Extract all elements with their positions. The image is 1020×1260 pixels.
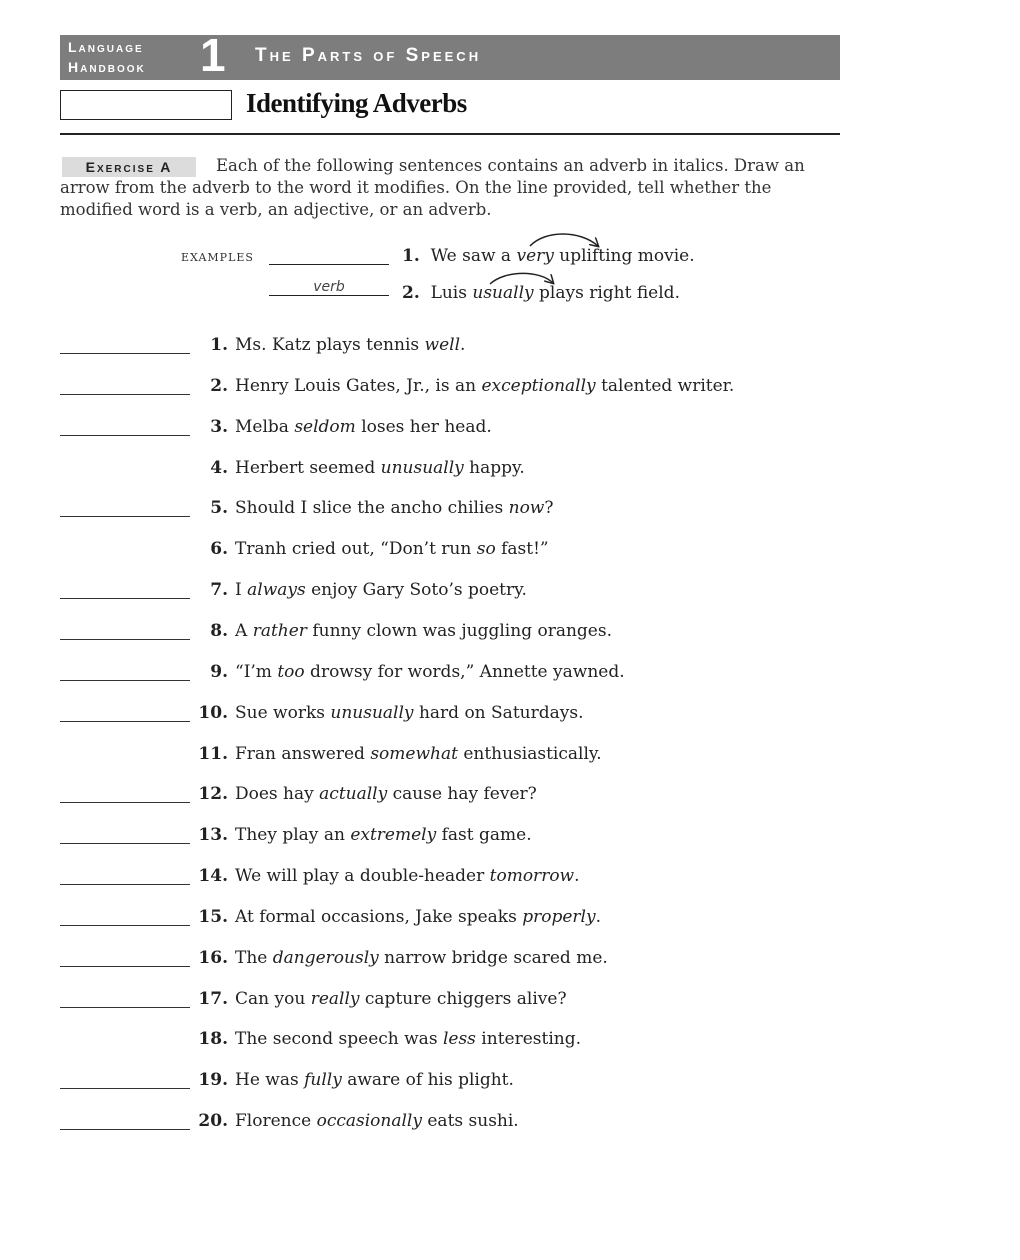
question-number: 17. — [198, 988, 228, 1009]
question-sentence — [235, 784, 537, 804]
question-text-after: ? — [544, 498, 554, 519]
example-arrow-1 — [530, 234, 598, 246]
question-adverb: unusually — [380, 457, 464, 478]
chapter-number: 1 — [200, 29, 226, 81]
question-text-before: He was — [235, 1070, 305, 1091]
question-sentence — [235, 703, 583, 723]
question-number: 4. — [210, 457, 228, 478]
question-adverb: rather — [252, 620, 307, 641]
question-text-after: fast game. — [436, 825, 532, 846]
page-title: Identifying Adverbs — [246, 88, 467, 118]
example-sentence — [402, 283, 680, 303]
question-text-after: capture chiggers alive? — [359, 988, 567, 1009]
question-sentence — [235, 1111, 519, 1131]
question-text-before: Herbert seemed — [235, 457, 381, 478]
examples-label: EXAMPLES — [181, 251, 254, 264]
question-text-after: . — [595, 906, 601, 927]
question-number: 11. — [198, 743, 228, 764]
question-text-after: funny clown was juggling oranges. — [306, 620, 612, 641]
question-sentence — [235, 498, 554, 518]
question-sentence — [235, 744, 602, 764]
question-text-before: Fran answered — [235, 743, 371, 764]
question-number: 8. — [210, 620, 228, 641]
question-adverb: extremely — [350, 825, 437, 846]
question-text-before: The — [235, 947, 273, 968]
example-text-after: plays right field. — [533, 283, 680, 303]
question-sentence — [235, 989, 567, 1009]
example-sentence — [402, 246, 695, 266]
chapter-title: The Parts of Speech — [255, 45, 482, 66]
question-text-before: At formal occasions, Jake speaks — [235, 906, 523, 927]
question-text-after: interesting. — [475, 1029, 582, 1050]
question-text-before: Should I slice the ancho chilies — [235, 498, 509, 519]
question-number: 15. — [198, 906, 228, 927]
exercise-instructions: Each of the following sentences contains an adverb in italics. Draw an arrow from the adverb to the word it modifies. On the line provided, tell whether the modified word is a verb, an adjective, or an adverb. — [60, 156, 805, 219]
question-sentence — [235, 539, 549, 559]
question-adverb: really — [310, 988, 360, 1009]
exercise-label: Exercise A — [62, 157, 196, 177]
question-text-after: . — [574, 866, 580, 887]
question-adverb: well — [424, 335, 461, 355]
question-text-after: talented writer. — [595, 375, 735, 396]
question-text-after: happy. — [463, 457, 525, 478]
question-number: 5. — [210, 498, 228, 519]
question-text-after: narrow bridge scared me. — [378, 947, 608, 968]
question-text-before: “I’m — [235, 661, 278, 682]
question-adverb: actually — [319, 784, 388, 805]
question-adverb: so — [476, 539, 496, 560]
section-label-handbook: Handbook — [68, 59, 146, 75]
question-sentence — [235, 376, 734, 396]
example-answer: verb — [313, 279, 345, 295]
question-text-after: fast!” — [495, 539, 549, 560]
example-text-before: Luis — [430, 283, 473, 303]
question-adverb: properly — [522, 906, 596, 927]
example-number: 2. — [402, 283, 420, 303]
question-sentence — [235, 662, 625, 682]
question-text-after: aware of his plight. — [341, 1070, 514, 1091]
question-sentence — [235, 1070, 514, 1090]
question-adverb: tomorrow — [489, 866, 575, 887]
question-sentence — [235, 907, 601, 927]
question-adverb: always — [247, 580, 306, 601]
question-number: 2. — [210, 375, 228, 396]
example-adverb: usually — [472, 283, 534, 303]
question-text-before: Henry Louis Gates, Jr., is an — [235, 375, 482, 396]
question-text-before: Can you — [235, 988, 311, 1009]
question-adverb: exceptionally — [481, 375, 596, 396]
question-number: 18. — [198, 1029, 228, 1050]
question-text-after: drowsy for words,” Annette yawned. — [304, 661, 625, 682]
question-adverb: now — [508, 498, 545, 519]
question-text-before: We will play a double-header — [235, 866, 490, 887]
question-number: 1. — [210, 335, 228, 355]
question-text-before: They play an — [235, 825, 351, 846]
example-text-before: We saw a — [430, 246, 517, 266]
example-answer-line — [269, 295, 389, 296]
question-number: 3. — [210, 416, 228, 437]
example-number: 1. — [402, 246, 420, 266]
question-text-before: Tranh cried out, “Don’t run — [235, 539, 477, 560]
question-text-before: Melba — [235, 416, 295, 437]
question-adverb: somewhat — [370, 743, 458, 764]
question-text-after: cause hay fever? — [387, 784, 537, 805]
question-number: 6. — [210, 539, 228, 560]
question-text-before: Florence — [235, 1111, 317, 1132]
question-number: 19. — [198, 1070, 228, 1091]
question-text-after: eats sushi. — [421, 1111, 519, 1132]
question-number: 7. — [210, 580, 228, 601]
question-adverb: occasionally — [316, 1111, 422, 1132]
question-text-before: Ms. Katz plays tennis — [235, 335, 425, 355]
question-text-before: Does hay — [235, 784, 320, 805]
question-sentence — [235, 458, 525, 478]
title-divider — [60, 133, 840, 135]
question-adverb: too — [277, 661, 305, 682]
question-sentence — [235, 1029, 581, 1049]
question-adverb: fully — [304, 1070, 342, 1091]
question-text-after: hard on Saturdays. — [413, 702, 584, 723]
question-number: 9. — [210, 661, 228, 682]
question-number: 13. — [198, 825, 228, 846]
question-adverb: less — [442, 1029, 476, 1050]
question-text-before: Sue works — [235, 702, 331, 723]
question-adverb: seldom — [294, 416, 356, 437]
chapter-header — [60, 29, 840, 81]
question-sentence — [235, 335, 465, 355]
question-number: 12. — [198, 784, 228, 805]
question-sentence — [235, 948, 608, 968]
question-number: 20. — [198, 1111, 228, 1132]
example-adverb: very — [516, 246, 554, 266]
example-answer-line — [269, 264, 389, 265]
question-sentence — [235, 866, 580, 886]
name-entry-box[interactable] — [60, 90, 232, 120]
question-sentence — [235, 417, 492, 437]
example-text-after: uplifting movie. — [553, 246, 695, 266]
question-text-before: A — [235, 620, 253, 641]
question-number: 10. — [198, 702, 228, 723]
question-text-before: I — [235, 580, 248, 601]
question-adverb: dangerously — [272, 947, 379, 968]
section-label-language: Language — [68, 39, 144, 55]
question-sentence — [235, 825, 532, 845]
question-text-after: enjoy Gary Soto’s poetry. — [305, 580, 527, 601]
question-adverb: unusually — [330, 702, 414, 723]
question-text-before: The second speech was — [235, 1029, 443, 1050]
question-number: 14. — [198, 866, 228, 887]
question-sentence — [235, 621, 612, 641]
question-number: 16. — [198, 947, 228, 968]
question-text-after: . — [460, 335, 466, 355]
question-text-after: enthusiastically. — [457, 743, 602, 764]
question-text-after: loses her head. — [355, 416, 492, 437]
question-sentence — [235, 580, 527, 600]
